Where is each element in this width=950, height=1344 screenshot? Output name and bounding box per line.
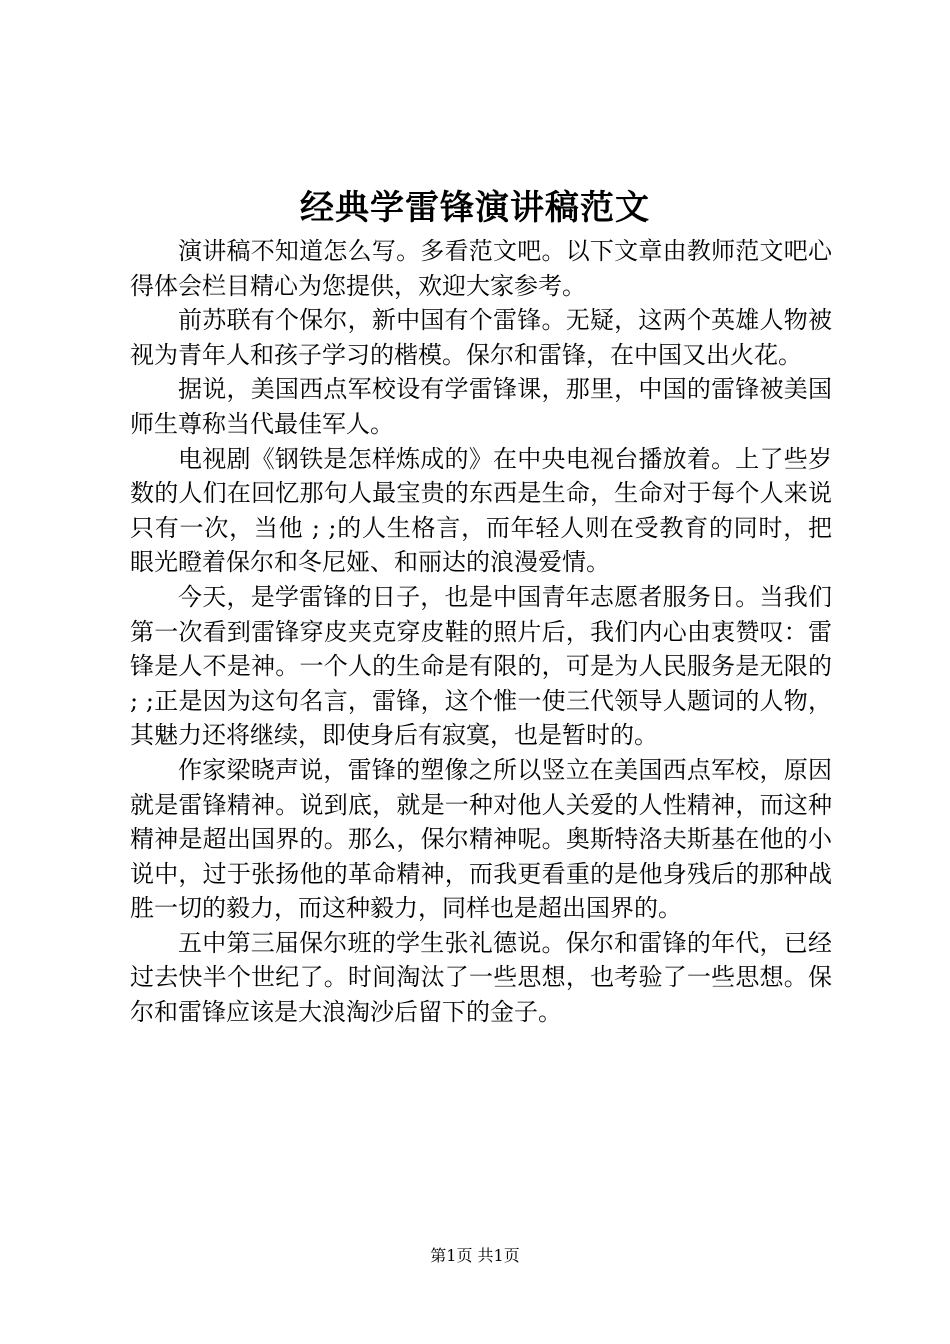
- paragraph-writer-quote: 作家梁晓声说，雷锋的塑像之所以竖立在美国西点军校，原因就是雷锋精神。说到底，就是一种对他人关爱的人性精神，而这种精神是超出国界的。那么，保尔精神呢。奥斯特洛夫斯基在他的小说中，过于张扬他的革命精神，而我更看重的是他身残后的那种战胜一切的毅力，而这种毅力，同样也是超出国界的。: [130, 755, 832, 923]
- paragraph-volunteer-day: 今天，是学雷锋的日子，也是中国青年志愿者服务日。当我们第一次看到雷锋穿皮夹克穿皮鞋的照片后，我们内心由衷赞叹：雷锋是人不是神。一个人的生命是有限的，可是为人民服务是无限的 ; ;正是因为这句名言，雷锋，这个惟一使三代领导人题词的人物，其魅力还将继续，即使身后有寂寞，也是暂时的。: [130, 582, 832, 750]
- document-body: [130, 234, 832, 1030]
- paragraph-paul-leifeng: 前苏联有个保尔，新中国有个雷锋。无疑，这两个英雄人物被视为青年人和孩子学习的楷模。保尔和雷锋，在中国又出火花。: [130, 306, 832, 369]
- page-number-footer: 第1页 共1页: [430, 1246, 520, 1265]
- paragraph-student-quote: 五中第三届保尔班的学生张礼德说。保尔和雷锋的年代，已经过去快半个世纪了。时间淘汰了一些思想，也考验了一些思想。保尔和雷锋应该是大浪淘沙后留下的金子。: [130, 928, 832, 1027]
- paragraph-tv-series: 电视剧《钢铁是怎样炼成的》在中央电视台播放着。上了些岁数的人们在回忆那句人最宝贵的东西是生命，生命对于每个人来说只有一次，当他 ; ;的人生格言，而年轻人则在受教育的同时，把眼光瞪着保尔和冬尼娅、和丽达的浪漫爱情。: [130, 444, 832, 577]
- paragraph-west-point: 据说，美国西点军校设有学雷锋课，那里，中国的雷锋被美国师生尊称当代最佳军人。: [130, 375, 832, 438]
- paragraph-intro: 演讲稿不知道怎么写。多看范文吧。以下文章由教师范文吧心得体会栏目精心为您提供，欢迎大家参考。: [130, 237, 832, 300]
- document-title: 经典学雷锋演讲稿范文: [300, 188, 650, 228]
